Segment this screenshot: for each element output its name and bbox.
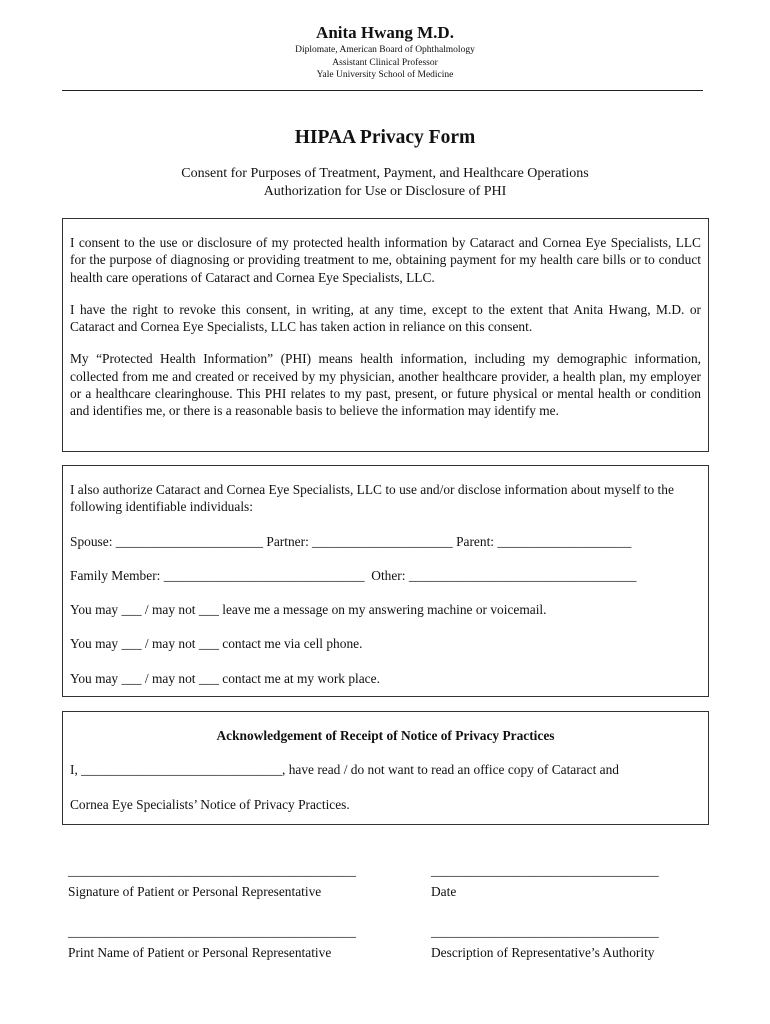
subtitle-line: Consent for Purposes of Treatment, Payment, and Healthcare Operations [181, 166, 589, 181]
cell-phone-permission-line[interactable]: You may ___ / may not ___ contact me via cell phone. [70, 636, 363, 652]
doctor-name: Anita Hwang M.D. [316, 23, 454, 42]
header-divider [62, 90, 703, 91]
voicemail-permission-line[interactable]: You may ___ / may not ___ leave me a message on my answering machine or voicemail. [70, 602, 547, 618]
form-title: HIPAA Privacy Form [294, 127, 476, 148]
authorization-box [62, 465, 709, 697]
authority-block [431, 923, 659, 961]
form-subtitle [0, 165, 770, 201]
print-name-label: Print Name of Patient or Personal Representative [68, 945, 332, 960]
credential-line: Yale University School of Medicine [316, 70, 454, 80]
print-name-line[interactable]: ___________________________________________ [68, 924, 356, 939]
date-block [431, 862, 659, 900]
consent-paragraph: I consent to the use or disclosure of my protected health information by Cataract and Cornea Eye Specialists, LLC for the purpose of diagnosing or providing treatment to me, obtaining payment for my health care bills or to conduct health care operations of Cataract and Cornea Eye Specialists, LLC. [70, 235, 701, 285]
authority-label: Description of Representative’s Authority [431, 945, 655, 960]
signature-block [68, 862, 356, 900]
phi-definition-paragraph: My “Protected Health Information” (PHI) means health information, including my demographic information, collected from me and created or received by my physician, another healthcare provider, a health plan, my employer or a healthcare clearinghouse. This PHI relates to my past, present, or future physical or mental health or condition and identifies me, or there is a reasonable basis to believe the information may identify me. [70, 351, 701, 419]
authorization-intro: I also authorize Cataract and Cornea Eye Specialists, LLC to use and/or disclose information about myself to the following identifiable individuals: [70, 482, 674, 515]
family-member-field-line[interactable]: Family Member: ______________________________ Other: __________________________________ [70, 567, 637, 583]
print-name-block [68, 923, 356, 961]
consent-box [62, 218, 709, 452]
revoke-paragraph: I have the right to revoke this consent, in writing, at any time, except to the extent that Anita Hwang, M.D. or Cataract and Cornea Eye Specialists, LLC has taken action in reliance on this consent. [70, 301, 701, 335]
subtitle-line: Authorization for Use or Disclosure of PHI [263, 184, 507, 199]
authority-line[interactable]: __________________________________ [431, 924, 659, 939]
credential-line: Assistant Clinical Professor [332, 57, 438, 68]
acknowledgement-title: Acknowledgement of Receipt of Notice of Privacy Practices [216, 728, 555, 743]
date-line[interactable]: __________________________________ [431, 863, 659, 878]
work-place-permission-line[interactable]: You may ___ / may not ___ contact me at my work place. [70, 670, 380, 686]
letterhead [0, 22, 770, 82]
acknowledgement-name-line[interactable]: I, ______________________________, have read / do not want to read an office copy of Cataract and [70, 762, 619, 778]
date-label: Date [431, 884, 457, 899]
signature-label: Signature of Patient or Personal Representative [68, 884, 322, 899]
acknowledgement-line-2: Cornea Eye Specialists’ Notice of Privacy Practices. [70, 796, 350, 812]
acknowledgement-box [62, 711, 709, 825]
credential-line: Diplomate, American Board of Ophthalmology [295, 45, 475, 55]
relatives-field-line[interactable]: Spouse: ______________________ Partner: _____________________ Parent: ____________________ [70, 533, 632, 549]
signature-line[interactable]: ___________________________________________ [68, 863, 356, 878]
